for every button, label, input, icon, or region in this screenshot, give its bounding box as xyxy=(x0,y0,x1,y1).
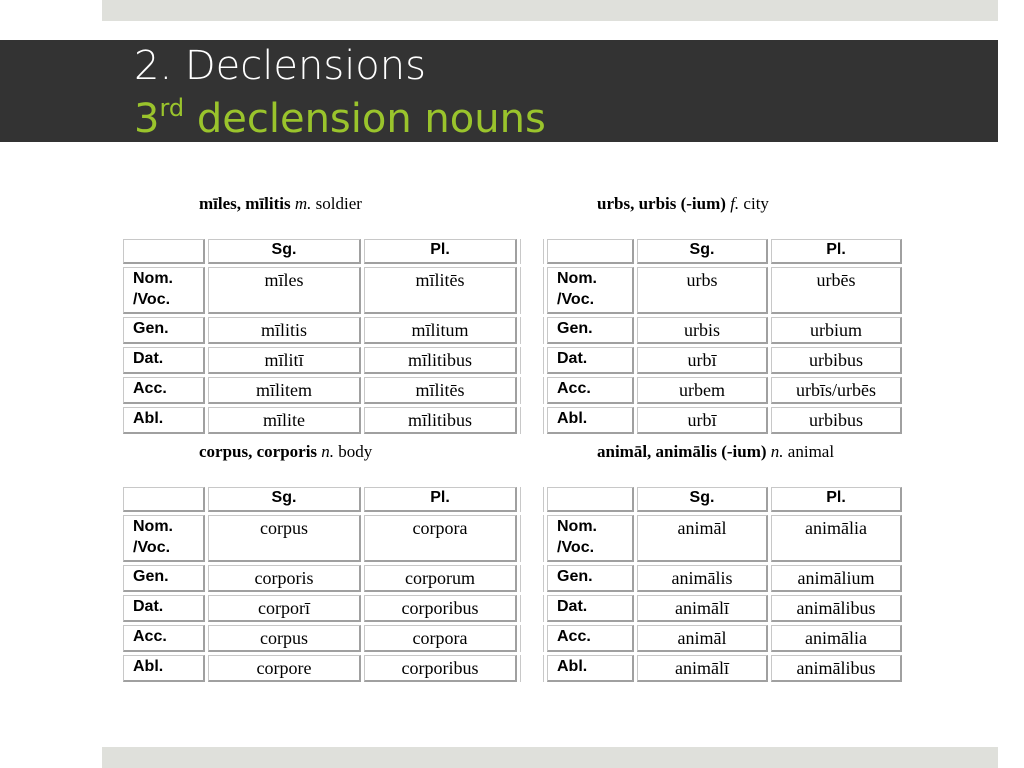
case-label: Dat. xyxy=(547,347,634,374)
singular-form: urbī xyxy=(637,347,768,374)
case-label: Acc. xyxy=(123,625,205,652)
top-decor-strip xyxy=(102,0,998,21)
case-label: Abl. xyxy=(123,655,205,682)
table-row xyxy=(123,347,902,374)
table-gap xyxy=(520,347,544,374)
plural-form: urbīs/urbēs xyxy=(771,377,902,404)
case-label: Dat. xyxy=(547,595,634,622)
bottom-decor-strip xyxy=(102,747,998,768)
plural-form: animālium xyxy=(771,565,902,592)
noun-caption: corpus, corporis n. body xyxy=(199,442,373,461)
plural-form: animālia xyxy=(771,625,902,652)
singular-form: urbī xyxy=(637,407,768,434)
subtitle-text: declension nouns xyxy=(184,96,546,142)
corner-cell xyxy=(123,239,205,264)
singular-form: mīles xyxy=(208,267,361,314)
singular-form: animālī xyxy=(637,655,768,682)
singular-form: animāl xyxy=(637,515,768,562)
singular-form: urbs xyxy=(637,267,768,314)
slide-subtitle xyxy=(134,94,546,142)
table-gap xyxy=(520,655,544,682)
plural-form: mīlitibus xyxy=(364,347,517,374)
plural-form: corpora xyxy=(364,515,517,562)
plural-form: urbium xyxy=(771,317,902,344)
table-gap xyxy=(520,317,544,344)
singular-form: animāl xyxy=(637,625,768,652)
table-row xyxy=(123,317,902,344)
plural-form: mīlitēs xyxy=(364,377,517,404)
corner-cell xyxy=(123,487,205,512)
table-gap xyxy=(520,239,544,264)
header-plural: Pl. xyxy=(364,487,517,512)
header-singular: Sg. xyxy=(637,239,768,264)
singular-form: mīlitem xyxy=(208,377,361,404)
plural-form: urbibus xyxy=(771,407,902,434)
case-label: Dat. xyxy=(123,595,205,622)
singular-form: corpore xyxy=(208,655,361,682)
case-label: Gen. xyxy=(123,317,205,344)
table-row xyxy=(123,407,902,434)
case-label: Acc. xyxy=(547,377,634,404)
singular-form: animālī xyxy=(637,595,768,622)
header-plural: Pl. xyxy=(771,487,902,512)
header-row xyxy=(123,487,902,512)
plural-form: urbēs xyxy=(771,267,902,314)
table-gap xyxy=(520,595,544,622)
plural-form: mīlitēs xyxy=(364,267,517,314)
header-row xyxy=(123,239,902,264)
table-gap xyxy=(520,565,544,592)
header-singular: Sg. xyxy=(637,487,768,512)
header-singular: Sg. xyxy=(208,239,361,264)
singular-form: urbis xyxy=(637,317,768,344)
plural-form: animālia xyxy=(771,515,902,562)
case-label: Dat. xyxy=(123,347,205,374)
declension-table xyxy=(120,484,905,685)
singular-form: mīlitis xyxy=(208,317,361,344)
noun-caption: animāl, animālis (-ium) n. animal xyxy=(597,442,835,461)
case-label: Abl. xyxy=(547,407,634,434)
plural-form: animālibus xyxy=(771,655,902,682)
case-label: Abl. xyxy=(547,655,634,682)
table-gap xyxy=(520,625,544,652)
table-gap xyxy=(520,267,544,314)
header-plural: Pl. xyxy=(364,239,517,264)
singular-form: mīlite xyxy=(208,407,361,434)
table-row xyxy=(123,655,902,682)
noun-caption: urbs, urbis (-ium) f. city xyxy=(597,194,769,213)
case-label: Acc. xyxy=(547,625,634,652)
table-row xyxy=(123,565,902,592)
case-label: Gen. xyxy=(547,317,634,344)
plural-form: mīlitum xyxy=(364,317,517,344)
header-singular: Sg. xyxy=(208,487,361,512)
plural-form: mīlitibus xyxy=(364,407,517,434)
case-label: Abl. xyxy=(123,407,205,434)
table-row xyxy=(123,377,902,404)
corner-cell xyxy=(547,239,634,264)
case-label: Nom. /Voc. xyxy=(547,267,634,314)
table-gap xyxy=(520,487,544,512)
plural-form: urbibus xyxy=(771,347,902,374)
plural-form: corpora xyxy=(364,625,517,652)
plural-form: corporibus xyxy=(364,595,517,622)
singular-form: corporī xyxy=(208,595,361,622)
table-gap xyxy=(520,407,544,434)
table-row xyxy=(123,515,902,562)
case-label: Nom. /Voc. xyxy=(547,515,634,562)
case-label: Nom. /Voc. xyxy=(123,267,205,314)
table-row xyxy=(123,625,902,652)
case-label: Gen. xyxy=(123,565,205,592)
case-label: Gen. xyxy=(547,565,634,592)
table-row xyxy=(123,595,902,622)
header-plural: Pl. xyxy=(771,239,902,264)
subtitle-number: 3 xyxy=(134,96,160,142)
table-row xyxy=(123,267,902,314)
table-gap xyxy=(520,515,544,562)
singular-form: corpus xyxy=(208,625,361,652)
slide-title: 2. Declensions xyxy=(134,43,426,89)
case-label: Nom. /Voc. xyxy=(123,515,205,562)
singular-form: mīlitī xyxy=(208,347,361,374)
subtitle-ordinal: rd xyxy=(159,94,185,122)
singular-form: animālis xyxy=(637,565,768,592)
plural-form: animālibus xyxy=(771,595,902,622)
singular-form: urbem xyxy=(637,377,768,404)
plural-form: corporum xyxy=(364,565,517,592)
declension-table xyxy=(120,236,905,437)
case-label: Acc. xyxy=(123,377,205,404)
singular-form: corporis xyxy=(208,565,361,592)
corner-cell xyxy=(547,487,634,512)
table-gap xyxy=(520,377,544,404)
noun-caption: mīles, mīlitis m. soldier xyxy=(199,194,362,213)
plural-form: corporibus xyxy=(364,655,517,682)
singular-form: corpus xyxy=(208,515,361,562)
